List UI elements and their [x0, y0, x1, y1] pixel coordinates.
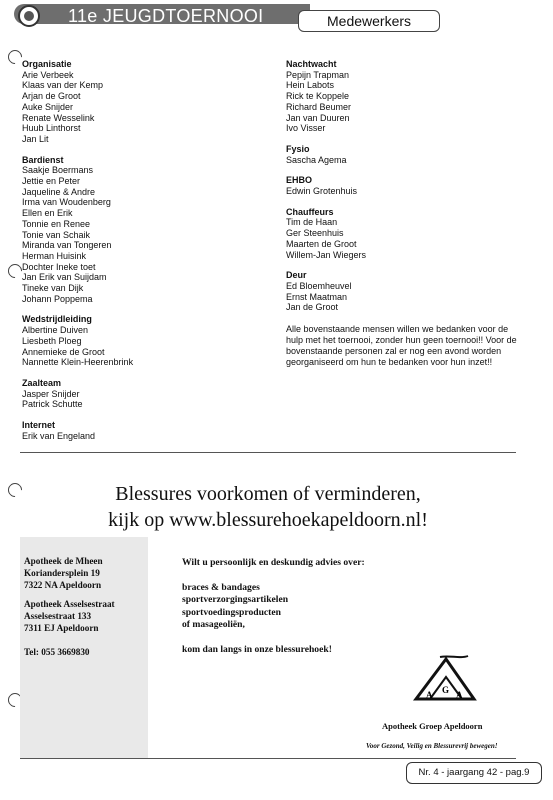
list-item: Richard Beumer: [286, 101, 352, 112]
store-2: [24, 598, 115, 634]
store-2-street: Asselsestraat 133: [24, 611, 92, 621]
staff-section: [22, 314, 272, 368]
staff-section: [22, 378, 272, 410]
section-title: EHBO: [286, 175, 313, 186]
list-item: Maarten de Groot: [286, 238, 357, 249]
name-list: [22, 389, 272, 410]
list-item: Jan van Duuren: [286, 112, 350, 123]
name-list: [22, 325, 272, 368]
list-item: Ernst Maatman: [286, 291, 348, 302]
name-list: [286, 217, 518, 260]
list-item: Tineke van Dijk: [22, 283, 84, 294]
volleyball-icon: [18, 5, 40, 27]
section-title: Bardienst: [22, 154, 64, 165]
logo-letter: G: [442, 685, 450, 695]
staff-section: [286, 207, 518, 261]
advertisement: [20, 453, 516, 761]
list-item: Patrick Schutte: [22, 399, 83, 410]
list-item: Jettie en Peter: [22, 176, 81, 187]
list-item: Jan Lit: [22, 133, 49, 144]
name-list: [286, 155, 518, 166]
name-list: [22, 431, 272, 442]
list-item: Nannette Klein-Heerenbrink: [22, 357, 134, 368]
section-title: Organisatie: [22, 59, 72, 69]
section-label-box: [298, 10, 440, 32]
phone: Tel: 055 3669830: [24, 647, 90, 657]
section-title: Fysio: [286, 143, 310, 154]
ad-headline-line-1: Blessures voorkomen of verminderen,: [115, 483, 421, 505]
store-1-name: Apotheek de Mheen: [24, 556, 103, 566]
name-list: [286, 186, 518, 197]
name-list: [22, 165, 272, 304]
list-item: Irma van Woudenberg: [22, 197, 111, 208]
section-title: Wedstrijdleiding: [22, 314, 92, 325]
list-item: Arie Verbeek: [22, 69, 74, 80]
name-list: [286, 70, 518, 134]
ad-addresses: [24, 555, 115, 665]
page-header: [0, 2, 553, 29]
thanks-paragraph: Alle bovenstaande mensen willen we bedanken voor de hulp met het toernooi, zonder hun geen toernooi!! Voor de bovenstaande personen zal er nog een avond worden georganiseerd om hun te bedanken voor hun inzet!!: [286, 324, 517, 367]
staff-section: [286, 144, 518, 165]
list-item: Albertine Duiven: [22, 325, 89, 336]
header-title-bar: [14, 4, 310, 24]
ad-intro: Wilt u persoonlijk en deskundig advies over:: [182, 557, 365, 568]
list-item: Tim de Haan: [286, 217, 338, 228]
product-item: sportvoedingsproducten: [182, 606, 281, 618]
product-item: sportverzorgingsartikelen: [182, 594, 289, 605]
list-item: Johann Poppema: [22, 293, 93, 304]
list-item: Edwin Grotenhuis: [286, 186, 358, 197]
ad-cta: kom dan langs in onze blessurehoek!: [182, 643, 332, 655]
page-footer: Nr. 4 - jaargang 42 - pag.9: [406, 762, 542, 784]
logo-letter: A: [426, 690, 433, 700]
company-slogan: Voor Gezond, Veilig en Blessurevrij bewegen!: [366, 742, 498, 750]
ad-products: [182, 582, 365, 632]
list-item: Jasper Snijder: [22, 388, 80, 399]
list-item: Erik van Engeland: [22, 430, 96, 441]
ad-body: [182, 557, 365, 668]
list-item: Huub Linthorst: [22, 123, 81, 134]
list-item: Sascha Agema: [286, 154, 347, 165]
name-list: [22, 70, 272, 145]
store-1: [24, 555, 115, 591]
apotheek-logo-icon: [410, 653, 480, 703]
divider: [20, 758, 516, 759]
list-item: Annemieke de Groot: [22, 346, 105, 357]
list-item: Ed Bloemheuvel: [286, 280, 352, 291]
store-2-name: Apotheek Asselsestraat: [24, 599, 115, 609]
section-title: Deur: [286, 270, 307, 281]
list-item: Ellen en Erik: [22, 208, 73, 219]
list-item: Pepijn Trapman: [286, 69, 350, 80]
staff-section: [286, 270, 518, 313]
list-item: Rick te Koppele: [286, 91, 350, 102]
staff-section: [286, 59, 518, 134]
ad-headline: [20, 481, 516, 533]
list-item: Saakje Boermans: [22, 165, 94, 176]
product-item: of masageoliën,: [182, 619, 245, 630]
section-title: Chauffeurs: [286, 206, 334, 217]
section-title: Nachtwacht: [286, 59, 337, 69]
list-item: Willem-Jan Wiegers: [286, 249, 367, 260]
section-label: Medewerkers: [327, 13, 412, 29]
list-item: Renate Wesselink: [22, 112, 95, 123]
list-item: Tonie van Schaik: [22, 229, 91, 240]
list-item: Ger Steenhuis: [286, 228, 344, 239]
list-item: Hein Labots: [286, 80, 335, 91]
staff-section: [22, 420, 272, 441]
store-1-street: Koriandersplein 19: [24, 568, 100, 578]
list-item: Tonnie en Renee: [22, 218, 91, 229]
page-title: 11e JEUGDTOERNOOI: [68, 6, 264, 26]
logo-letter: A: [456, 690, 463, 700]
staff-section: [286, 175, 518, 196]
list-item: Miranda van Tongeren: [22, 240, 112, 251]
list-item: Klaas van der Kemp: [22, 80, 104, 91]
left-column: [22, 59, 272, 452]
company-name: Apotheek Groep Apeldoorn: [382, 721, 483, 731]
store-2-city: 7311 EJ Apeldoorn: [24, 623, 99, 633]
list-item: Jan Erik van Suijdam: [22, 272, 107, 283]
list-item: Jan de Groot: [286, 302, 339, 313]
staff-section: [22, 155, 272, 305]
section-title: Zaalteam: [22, 377, 62, 388]
list-item: Jaqueline & Andre: [22, 186, 96, 197]
name-list: [286, 281, 518, 313]
list-item: Auke Snijder: [22, 101, 74, 112]
list-item: Liesbeth Ploeg: [22, 335, 82, 346]
right-column: [286, 59, 518, 323]
staff-section: [22, 59, 272, 145]
section-title: Internet: [22, 420, 56, 431]
product-item: braces & bandages: [182, 581, 260, 593]
ad-headline-line-2: kijk op www.blessurehoekapeldoorn.nl!: [108, 509, 428, 531]
list-item: Herman Huisink: [22, 250, 87, 261]
list-item: Dochter Ineke toet: [22, 261, 96, 272]
store-1-city: 7322 NA Apeldoorn: [24, 580, 102, 590]
list-item: Ivo Visser: [286, 123, 326, 134]
list-item: Arjan de Groot: [22, 91, 81, 102]
